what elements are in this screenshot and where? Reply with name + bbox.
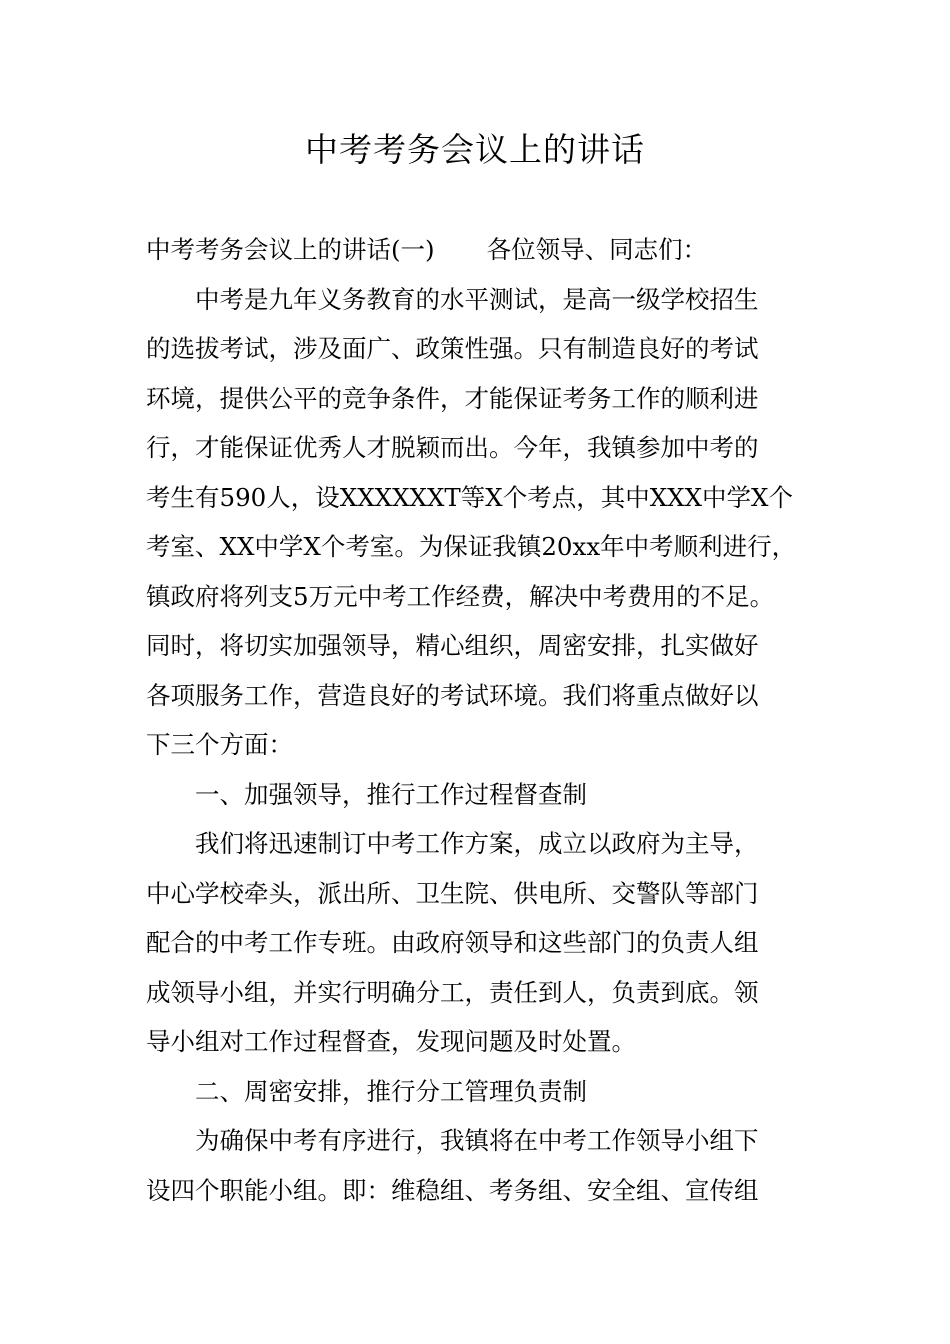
paragraph-line: 中心学校牵头，派出所、卫生院、供电所、交警队等部门 <box>146 878 759 908</box>
document-body <box>146 225 811 1215</box>
paragraph-line: 为确保中考有序进行，我镇将在中考工作领导小组下 <box>195 1126 759 1155</box>
document-title: 中考考务会议上的讲话 <box>305 130 645 169</box>
section-heading: 二、周密安排，推行分工管理负责制 <box>195 1076 587 1106</box>
paragraph-line: 我们将迅速制订中考工作方案，成立以政府为主导， <box>195 829 759 858</box>
paragraph-line: 导小组对工作过程督查，发现问题及时处置。 <box>146 1027 636 1056</box>
paragraph-line: 镇政府将列支5万元中考工作经费，解决中考费用的不足。 <box>146 581 775 611</box>
section-heading: 一、加强领导，推行工作过程督查制 <box>195 779 587 809</box>
salutation: 各位领导、同志们： <box>486 235 708 264</box>
paragraph-line: 考室、XX中学X个考室。为保证我镇20xx年中考顺利进行， <box>146 532 797 561</box>
paragraph-line: 行，才能保证优秀人才脱颖而出。今年，我镇参加中考的 <box>146 433 759 462</box>
paragraph-line: 中考是九年义务教育的水平测试，是高一级学校招生 <box>195 284 759 314</box>
paragraph-line: 环境，提供公平的竞争条件，才能保证考务工作的顺利进 <box>146 383 759 413</box>
paragraph-line: 设四个职能小组。即：维稳组、考务组、安全组、宣传组 <box>146 1175 759 1205</box>
intro-heading: 中考考务会议上的讲话(一) <box>146 235 435 264</box>
paragraph-line: 同时，将切实加强领导，精心组织，周密安排，扎实做好 <box>146 631 759 660</box>
paragraph-line: 考生有590人，设XXXXXXT等X个考点，其中XXX中学X个 <box>146 482 793 512</box>
paragraph-line: 的选拔考试，涉及面广、政策性强。只有制造良好的考试 <box>146 334 759 363</box>
intro-line <box>146 225 811 275</box>
paragraph-line: 下三个方面： <box>146 730 293 759</box>
paragraph-line: 成领导小组，并实行明确分工，责任到人，负责到底。领 <box>146 977 759 1007</box>
paragraph-line: 各项服务工作，营造良好的考试环境。我们将重点做好以 <box>146 680 759 710</box>
paragraph-line: 配合的中考工作专班。由政府领导和这些部门的负责人组 <box>146 928 759 957</box>
